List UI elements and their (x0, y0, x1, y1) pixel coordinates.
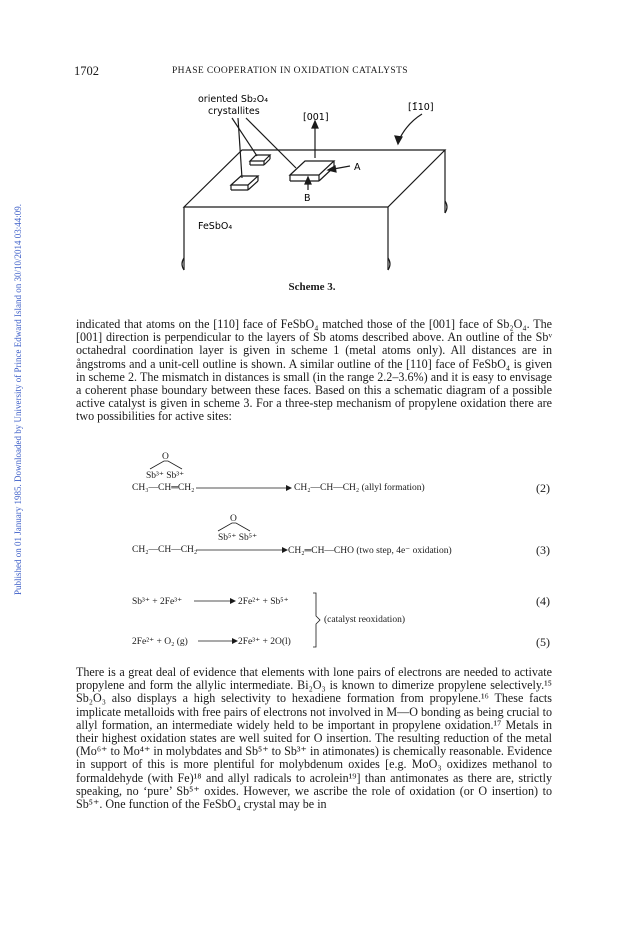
eq3-left: CH₂—CH—CH₂ (132, 545, 198, 555)
label-b: B (304, 193, 311, 204)
eq3-over-sb: Sb⁵⁺ Sb⁵⁺ (218, 533, 258, 543)
paragraph-1 (76, 318, 552, 424)
eq3-arrow (196, 546, 288, 554)
fesbo4-top-face (184, 150, 445, 207)
reoxidation-brace (312, 592, 322, 648)
eq4-right: 2Fe²⁺ + Sb⁵⁺ (238, 597, 289, 607)
eq3-right: CH₂═CH—CHO (two step, 4e⁻ oxidation) (288, 546, 452, 556)
scheme-caption: Scheme 3. (288, 281, 336, 293)
eq2-bridge (146, 458, 186, 470)
label-oriented: oriented Sb₂O₄ (198, 94, 268, 105)
eq3-number: (3) (536, 543, 550, 557)
eq3-over-o: O (230, 514, 237, 524)
page-number: 1702 (74, 64, 99, 78)
eq3-bridge (214, 520, 254, 532)
eq4-arrow (194, 597, 236, 605)
crystallite-medium (231, 176, 258, 185)
label-fesbo4: FeSbO₄ (198, 221, 233, 232)
eq5-right: 2Fe³⁺ + 2O(l) (238, 637, 291, 647)
eq4-number: (4) (536, 594, 550, 608)
label-crystallites: crystallites (208, 106, 260, 117)
eq2-arrow (196, 484, 292, 492)
eq2-left: CH₃—CH═CH₂ (132, 483, 195, 493)
label-110: [1̄10] (408, 102, 434, 113)
paragraph-2 (76, 666, 552, 811)
label-a: A (354, 162, 361, 173)
eq5-arrow (198, 637, 238, 645)
reoxidation-note: (catalyst reoxidation) (324, 615, 405, 625)
eq4-left: Sb³⁺ + 2Fe³⁺ (132, 597, 183, 607)
eq2-over-o: O (162, 452, 169, 462)
crystallite-small (250, 155, 270, 161)
eq5-left: 2Fe²⁺ + O₂ (g) (132, 637, 188, 647)
download-sidebar-note: Published on 01 January 1985. Downloaded by University of Prince Edward Island on 30/10/2014 03:44:09. (13, 204, 23, 595)
eq2-over-sb: Sb³⁺ Sb³⁺ (146, 471, 185, 481)
eq2-right: CH₂—CH—CH₂ (allyl formation) (294, 483, 425, 493)
label-001: [001] (303, 112, 329, 123)
paragraph-2-text: There is a great deal of evidence that elements with lone pairs of electrons are needed to activate propylene and form the allylic intermediate. Bi₂O₃ is known to dimerize propylene selectively.¹⁵ Sb₂O₃ also displays a high selectivity to hexadiene formation from propylene.¹⁶ These facts implicate metalloids with free pairs of electrons not involved in M—O bonding as being crucial to allyl formation, an intermediate widely held to be important in propylene oxidation.¹⁷ Metals in their highest oxidation states are well suited for O insertion. The resulting reduction of the metal (Mo⁶⁺ to Mo⁴⁺ in molybdates and Sb⁵⁺ to Sb³⁺ in atimonates) is chemically reasonable. Evidence in support of this is more plentiful for molybdenum oxides [e.g. MoO₃ oxidizes methanol to formaldehyde (with Fe)¹⁸ and allyl radicals to acrolein¹⁹] than antimonates as there are, strictly speaking, no ‘pure’ Sb⁵⁺ oxides. However, we ascribe the role of oxidation (or O insertion) to Sb⁵⁺. One function of the FeSbO₄ crystal may be in (76, 665, 552, 812)
eq5-number: (5) (536, 635, 550, 649)
scheme-3-figure (150, 88, 450, 278)
paragraph-1-text: indicated that atoms on the [110] face of FeSbO₄ matched those of the [001] face of Sb₂O₄. The [001] direction is perpendicular to the layers of Sb atoms described above. An outline of the Sbᵛ octahedral coordination layer is given in scheme 1 (metal atoms only). All distances are in ångstroms and a unit-cell outline is shown. A similar outline of the [110] face of FeSbO₄ is given in scheme 2. The mismatch in distances is small (in the range 2.2–3.6%) and it is easy to envisage a coherent phase boundary between these faces. Based on this a schematic diagram of a possible active catalyst is given in scheme 3. For a three-step mechanism of propylene oxidation there are two possibilities for active sites: (76, 317, 552, 424)
eq2-number: (2) (536, 481, 550, 495)
running-title: PHASE COOPERATION IN OXIDATION CATALYSTS (172, 66, 408, 76)
